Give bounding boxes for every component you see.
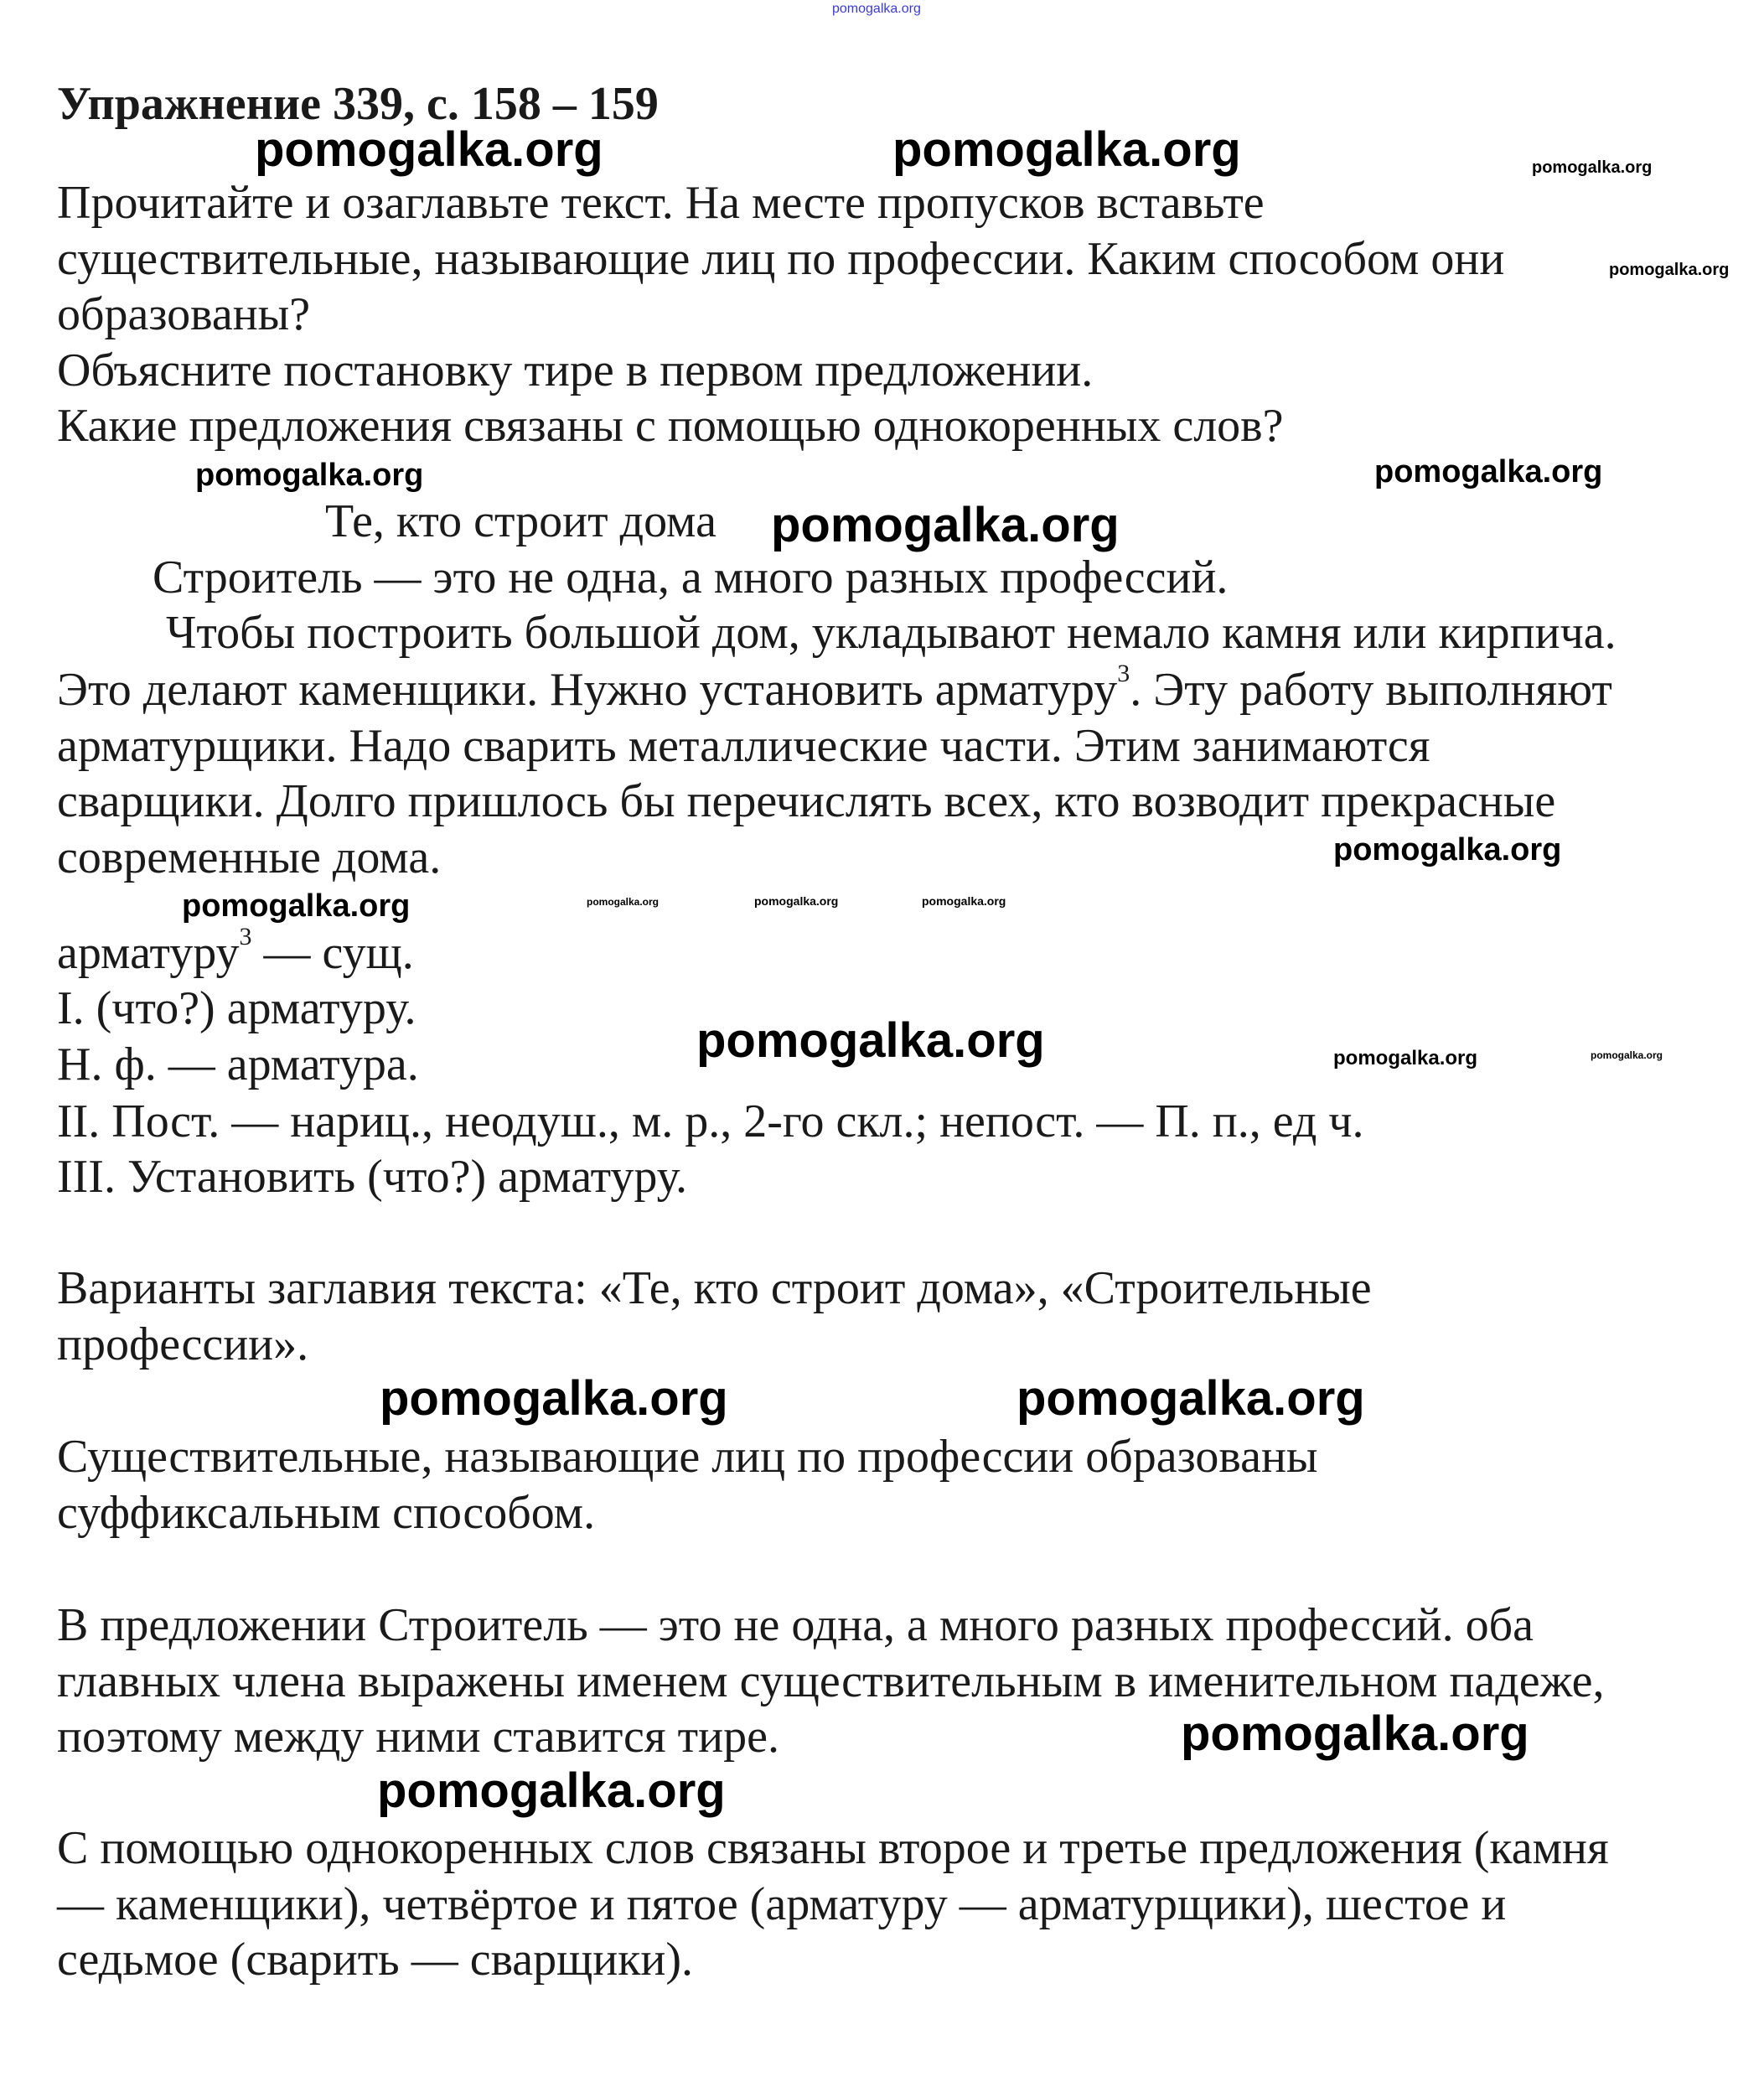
watermark: pomogalka.org [255, 122, 603, 177]
watermark: pomogalka.org [1532, 158, 1653, 177]
answer-line: суффиксальным способом. [57, 1487, 596, 1539]
text-line: арматурщики. Надо сварить металлические части. Этим занимаются [57, 720, 1430, 772]
answer-line: В предложении Строитель — это не одна, а много разных профессий. оба [57, 1599, 1534, 1651]
watermark: pomogalka.org [754, 894, 839, 908]
task-line: существительные, называющие лиц по профессии. Каким способом они [57, 233, 1505, 285]
parse-line: II. Пост. — нариц., неодуш., м. р., 2-го скл.; непост. — П. п., ед ч. [57, 1095, 1364, 1147]
footnote-mark: 3 [1117, 660, 1130, 687]
text-paragraph: Строитель — это не одна, а много разных профессий. [153, 552, 1229, 603]
parse-line: Н. ф. — арматура. [57, 1038, 419, 1090]
exercise-title: Упражнение 339, с. 158 – 159 [57, 78, 659, 130]
watermark: pomogalka.org [182, 888, 411, 924]
answer-line: главных члена выражены именем существительным в именительном падеже, [57, 1655, 1605, 1707]
answer-line: седьмое (сварить — сварщики). [57, 1934, 694, 1986]
watermark: pomogalka.org [380, 1371, 728, 1426]
text-fragment: . Эту работу выполняют [1130, 664, 1612, 716]
watermark: pomogalka.org [1016, 1371, 1365, 1426]
task-line: образованы? [57, 288, 311, 340]
watermark: pomogalka.org [1333, 832, 1562, 867]
answer-line: — каменщики), четвёртое и пятое (арматуру — арматурщики), шестое и [57, 1878, 1507, 1930]
answer-line: С помощью однокоренных слов связаны второе и третье предложения (камня [57, 1822, 1609, 1874]
watermark: pomogalka.org [1333, 1047, 1478, 1069]
answer-line: Существительные, называющие лиц по профессии образованы [57, 1431, 1318, 1483]
watermark: pomogalka.org [771, 498, 1120, 552]
parse-line: III. Установить (что?) арматуру. [57, 1151, 688, 1203]
watermark: pomogalka.org [696, 1013, 1045, 1068]
task-line: Объясните постановку тире в первом предложении. [57, 344, 1094, 396]
watermark: pomogalka.org [1181, 1706, 1529, 1761]
footnote-mark: 3 [239, 923, 252, 950]
site-link[interactable]: pomogalka.org [832, 2, 921, 16]
text-line: современные дома. [57, 831, 442, 883]
watermark: pomogalka.org [922, 894, 1006, 908]
answer-line: поэтому между ними ставится тире. [57, 1711, 779, 1763]
answer-line: Варианты заглавия текста: «Те, кто строит дома», «Строительные [57, 1262, 1372, 1314]
task-line: Какие предложения связаны с помощью однокоренных слов? [57, 400, 1284, 452]
watermark: pomogalka.org [892, 122, 1241, 177]
watermark: pomogalka.org [377, 1763, 726, 1818]
watermark: pomogalka.org [587, 896, 660, 908]
watermark: pomogalka.org [1591, 1049, 1663, 1061]
text-line [57, 660, 1612, 716]
text-fragment: Это делают каменщики. Нужно установить арматуру [57, 664, 1118, 716]
watermark: pomogalka.org [1609, 261, 1730, 279]
parse-line: I. (что?) арматуру. [57, 982, 416, 1034]
watermark: pomogalka.org [1374, 454, 1603, 489]
text-title: Те, кто строит дома [325, 495, 716, 547]
task-line: Прочитайте и озаглавьте текст. На месте пропусков вставьте [57, 177, 1265, 229]
answer-line: профессии». [57, 1318, 309, 1370]
parse-pos: — сущ. [251, 927, 414, 979]
parse-line [57, 923, 414, 979]
watermark: pomogalka.org [195, 458, 424, 493]
text-line: сварщики. Долго пришлось бы перечислять всех, кто возводит прекрасные [57, 775, 1556, 827]
text-line: Чтобы построить большой дом, укладывают немало камня или кирпича. [166, 607, 1617, 659]
parse-word: арматуру [57, 927, 240, 979]
